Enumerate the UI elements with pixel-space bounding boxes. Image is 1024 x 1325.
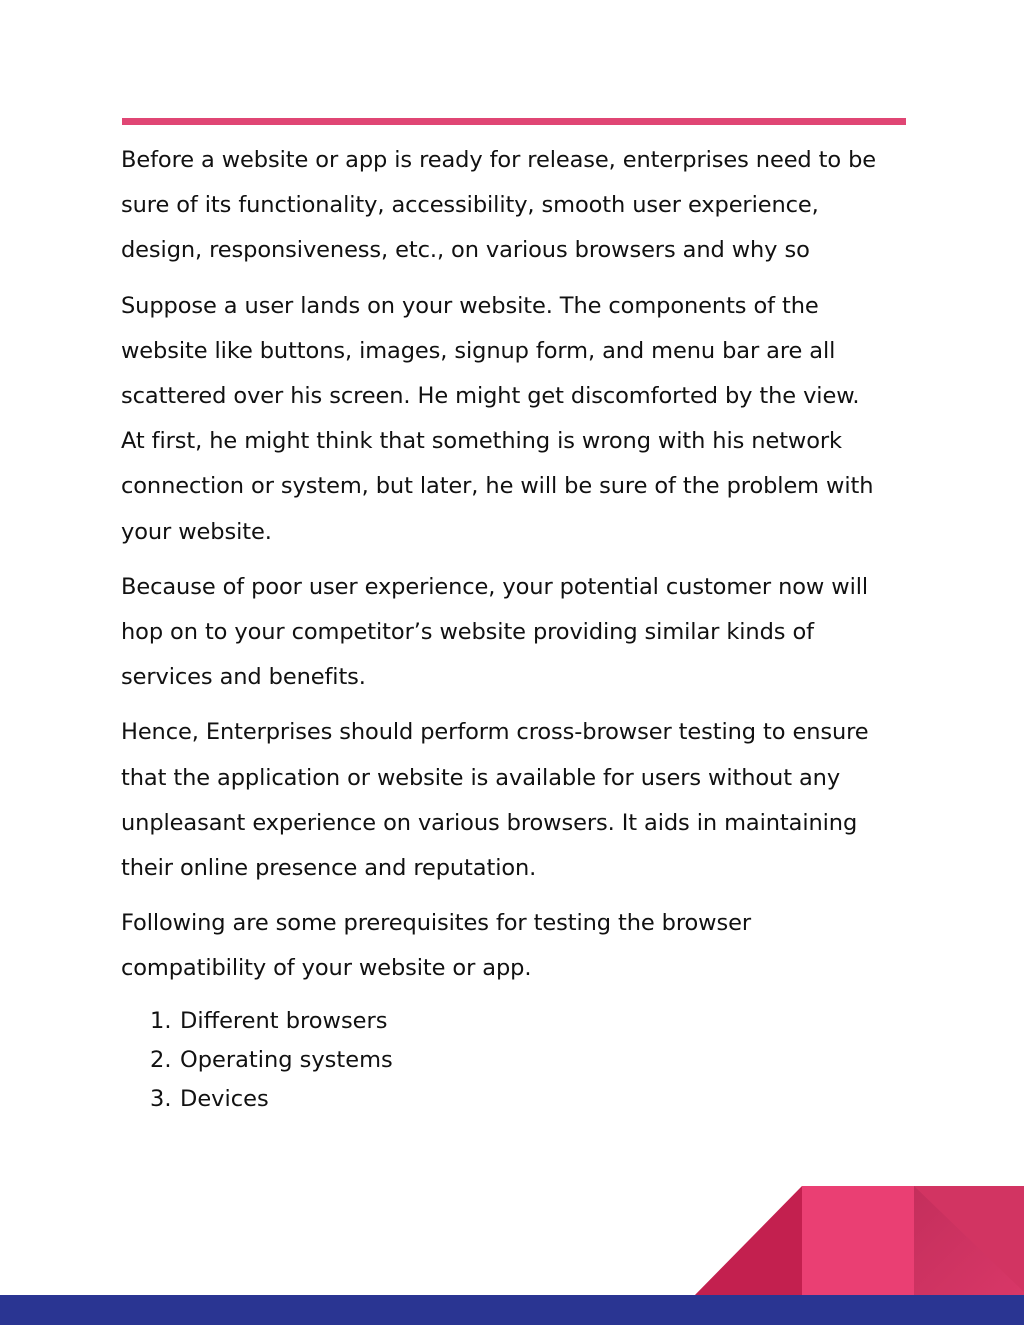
list-item-number: 1. (150, 1007, 172, 1034)
paragraph-scenario: Suppose a user lands on your website. The components of the website like buttons, images, signup form, and menu bar are all scattered over his screen. He might get discomforted by the view. At first, he might think that something is wrong with his network connection or system, but later, he will be sure of the problem with your website. (121, 292, 874, 545)
paragraph-intro: Before a website or app is ready for release, enterprises need to be sure of its functionality, accessibility, smooth user experience, design, responsiveness, etc., on various browsers and why so (121, 147, 877, 264)
list-item-number: 2. (150, 1046, 172, 1073)
list-item-text: Different browsers (180, 1007, 388, 1034)
top-accent-rule (122, 118, 906, 125)
prerequisites-list (121, 1002, 921, 1119)
list-item-number: 3. (150, 1085, 172, 1112)
footer-decoration (0, 1180, 1024, 1325)
paragraph-recommendation: Hence, Enterprises should perform cross-browser testing to ensure that the application or website is available for users without any unpleasant experience on various browsers. It aids in maintaining their online presence and reputation. (121, 719, 869, 882)
list-item (121, 1002, 921, 1041)
list-item (121, 1080, 921, 1119)
paragraph-prerequisites: Following are some prerequisites for testing the browser compatibility of your website or app. (121, 910, 751, 982)
document-body (121, 138, 921, 1119)
footer-triangle-dark (692, 1186, 802, 1298)
list-item (121, 1041, 921, 1080)
list-item-text: Operating systems (180, 1046, 393, 1073)
footer-bar (0, 1295, 1024, 1325)
footer-block-pink (802, 1186, 914, 1298)
paragraph-consequence: Because of poor user experience, your potential customer now will hop on to your competitor’s website providing similar kinds of services and benefits. (121, 573, 869, 691)
list-item-text: Devices (180, 1085, 269, 1112)
